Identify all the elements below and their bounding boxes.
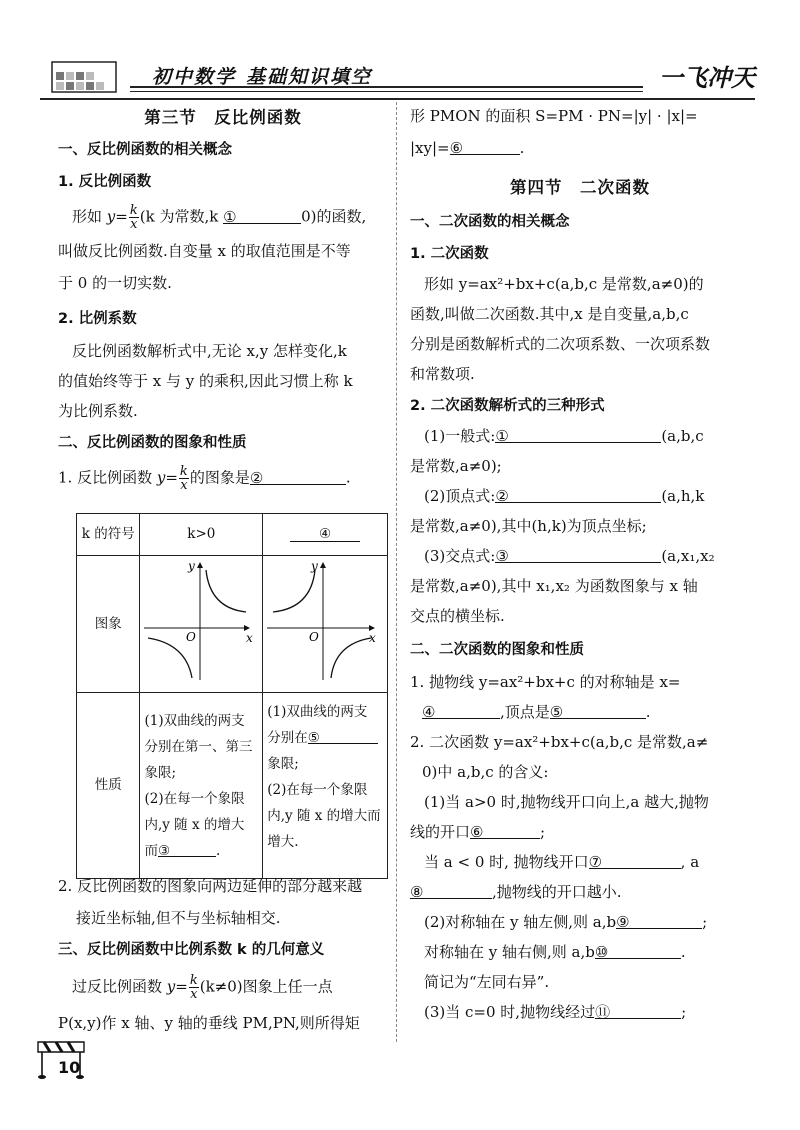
blank-q5[interactable] [550, 700, 646, 719]
text: (a,b,c [661, 427, 704, 445]
form1-line2: 是常数,a≠0); [410, 457, 502, 475]
form2-line1 [410, 484, 750, 508]
heading-inverse-graph: 二、反比例函数的图象和性质 [58, 435, 247, 451]
circled-number: ⑥ [449, 139, 464, 157]
prop-line: (1)双曲线的两支 [144, 712, 245, 729]
form3-line1 [410, 544, 750, 568]
blank-5[interactable] [308, 725, 378, 744]
fraction-k-over-x [179, 465, 189, 492]
text: 线的开口 [410, 823, 471, 841]
table-row [77, 693, 388, 879]
header-subject: 初中数学 [152, 66, 237, 88]
circled-number: ⑨ [616, 913, 630, 931]
numerator: k [129, 203, 138, 218]
prop-line: 内,y 随 x 的增大而 [267, 808, 381, 824]
blank-4[interactable] [290, 523, 360, 542]
blank-q9[interactable] [616, 910, 702, 929]
inverse-function-table [76, 513, 388, 879]
blank-q6[interactable] [470, 820, 540, 839]
text: ; [540, 823, 546, 841]
circled-number: ④ [319, 526, 332, 542]
coef-line2: 的值始终等于 x 与 y 的乘积,因此习惯上称 k [58, 372, 353, 390]
text: (k 为常数,k [139, 207, 224, 226]
fraction-k-over-x [189, 974, 199, 1001]
text: (a,h,k [661, 487, 705, 505]
circled-number: ② [249, 468, 264, 487]
table-cell-k-negative [263, 514, 388, 556]
heading-quadratic-concept: 一、二次函数的相关概念 [410, 214, 570, 230]
heading-inverse-concept: 一、反比例函数的相关概念 [58, 142, 232, 158]
equals: = [175, 977, 188, 996]
text: ,抛物线的开口越小. [492, 883, 622, 901]
prop-line: 象限; [144, 764, 177, 781]
fraction-k-over-x [129, 204, 139, 231]
prop2-line4 [410, 820, 750, 844]
circled-number: ④ [422, 703, 436, 721]
circled-number: ② [495, 487, 509, 505]
table-cell-property-negative [263, 693, 388, 879]
axis-origin-label: O [186, 630, 197, 644]
q-def-line4: 和常数项. [410, 365, 475, 383]
prop2-line2: 0)中 a,b,c 的含义: [422, 763, 549, 781]
text: (k≠0)图象上任一点 [199, 977, 333, 996]
table-row [77, 514, 388, 556]
text: (1)一般式: [424, 427, 496, 445]
header-rule [130, 86, 643, 92]
table-cell-graph-positive [140, 556, 263, 693]
form1-line1 [410, 424, 750, 448]
blank-6[interactable] [450, 136, 520, 155]
prop-line: (2)在每一个象限 [144, 790, 245, 807]
inverse-def-line3: 于 0 的一切实数. [58, 274, 172, 292]
prop-line-blank [144, 838, 258, 864]
table-cell-image-label: 图象 [77, 556, 140, 693]
section-title-quadratic: 第四节 二次函数 [510, 178, 650, 197]
section-title-inverse: 第三节 反比例函数 [144, 108, 302, 127]
blank-3[interactable] [158, 838, 216, 857]
text: 而 [144, 842, 158, 859]
prop2-line5 [410, 850, 750, 874]
equals: = [115, 207, 128, 226]
prop2-line1: 2. 二次函数 y=ax²+bx+c(a,b,c 是常数,a≠ [410, 733, 709, 751]
form3-line3: 交点的横坐标. [410, 607, 505, 625]
heading-quadratic-graph: 二、二次函数的图象和性质 [410, 642, 584, 658]
page-number: 10 [58, 1058, 81, 1077]
graph2-line1: 2. 反比例函数的图象向两边延伸的部分越来越 [58, 877, 363, 895]
circled-number: ① [495, 427, 509, 445]
graph-line1 [58, 465, 388, 492]
inverse-def-line2: 叫做反比例函数.自变量 x 的取值范围是不等 [58, 242, 351, 260]
circled-number: ⑧ [410, 883, 424, 901]
text: 分别在 [267, 730, 308, 746]
axis-x-label: x [246, 631, 254, 645]
blank-q4[interactable] [422, 700, 500, 719]
cont-line2 [410, 136, 750, 160]
coef-line1: 反比例函数解析式中,无论 x,y 怎样变化,k [72, 342, 347, 360]
prop2-line9: 简记为“左同右异”. [424, 973, 550, 991]
text: 1. 反比例函数 [58, 468, 157, 487]
cont-line1: 形 PMON 的面积 S=PM · PN=|y| · |x|= [410, 107, 698, 125]
circled-number: ⑩ [594, 943, 609, 961]
prop-line: 象限; [267, 756, 299, 772]
q-def-line1: 形如 y=ax²+bx+c(a,b,c 是常数,a≠0)的 [424, 275, 704, 293]
prop-line: 内,y 随 x 的增大 [144, 816, 245, 833]
blank-q2[interactable] [495, 484, 661, 503]
table-row [77, 556, 388, 693]
text: . [645, 703, 651, 721]
table-cell-graph-negative [263, 556, 388, 693]
column-divider [396, 102, 397, 1042]
circled-number: ⑤ [549, 703, 564, 721]
text: , a [680, 853, 700, 871]
book-logo-icon [50, 58, 120, 96]
var-y: y [166, 977, 176, 996]
text: 的图象是 [189, 468, 250, 487]
heading-three-forms: 2. 二次函数解析式的三种形式 [410, 398, 605, 414]
circled-number: ⑥ [470, 823, 484, 841]
circled-number: ⑤ [307, 730, 320, 746]
form2-line2: 是常数,a≠0),其中(h,k)为顶点坐标; [410, 517, 647, 535]
blank-2[interactable] [250, 466, 346, 485]
text: (2)顶点式: [424, 487, 496, 505]
text: (2)对称轴在 y 轴左侧,则 a,b [424, 913, 617, 931]
table-cell-k-positive: k>0 [140, 514, 263, 556]
prop-line: 分别在第一、第三 [144, 738, 253, 755]
graph2-line2: 接近坐标轴,但不与坐标轴相交. [76, 909, 281, 927]
header-underline [40, 98, 755, 100]
hyperbola-negative-graph [263, 556, 380, 684]
denominator: x [130, 217, 138, 232]
prop1-line2 [410, 700, 750, 724]
axis-y-label: y [311, 559, 318, 573]
prop-line: (1)双曲线的两支 [267, 704, 368, 720]
prop-line-blank [267, 725, 383, 751]
prop2-line6 [410, 880, 750, 904]
text: (a,x₁,x₂ [661, 547, 715, 565]
numerator: k [189, 973, 198, 988]
blank-q7[interactable] [589, 850, 681, 869]
circled-number: ① [223, 207, 237, 226]
geo-line1 [58, 974, 388, 1001]
form3-line2: 是常数,a≠0),其中 x₁,x₂ 为函数图象与 x 轴 [410, 577, 698, 595]
text: (3)交点式: [424, 547, 496, 565]
q-def-line3: 分别是函数解析式的二次项系数、一次项系数 [410, 335, 711, 353]
coef-line3: 为比例系数. [58, 402, 138, 420]
text: ; [681, 1003, 687, 1021]
heading-geometric-meaning: 三、反比例函数中比例系数 k 的几何意义 [58, 942, 325, 958]
prop2-line8 [410, 940, 750, 964]
circled-number: ③ [495, 547, 509, 565]
prop2-line3: (1)当 a>0 时,抛物线开口向上,a 越大,抛物 [424, 793, 709, 811]
prop-line: 增大. [267, 834, 299, 850]
circled-number: ③ [157, 842, 171, 859]
text: . [345, 468, 351, 487]
text: 0)的函数, [301, 207, 367, 226]
table-cell-property-label: 性质 [77, 693, 140, 879]
equals: = [165, 468, 178, 487]
left-column-lower [58, 874, 388, 1035]
text: . [519, 139, 525, 157]
prop-line: (2)在每一个象限 [267, 782, 368, 798]
heading-quadratic-def: 1. 二次函数 [410, 246, 489, 262]
numerator: k [179, 464, 188, 479]
blank-1[interactable] [223, 205, 301, 224]
denominator: x [180, 478, 188, 493]
hyperbola-positive-graph [140, 556, 255, 684]
header-brand: 一飞冲天 [659, 64, 755, 92]
axis-origin-label: O [309, 630, 320, 644]
page-header [40, 58, 755, 100]
circled-number: ⑪ [595, 1003, 611, 1021]
inverse-def-line1 [58, 204, 388, 231]
blank-q1[interactable] [495, 424, 661, 443]
heading-coefficient: 2. 比例系数 [58, 311, 137, 327]
text: ; [702, 913, 708, 931]
axis-x-label: x [369, 631, 376, 645]
text: . [215, 842, 221, 859]
prop2-line10 [410, 1000, 750, 1024]
geo-line2: P(x,y)作 x 轴、y 轴的垂线 PM,PN,则所得矩 [58, 1014, 360, 1032]
left-column [58, 104, 388, 492]
right-column [410, 104, 750, 1024]
blank-q3[interactable] [495, 544, 661, 563]
denominator: x [190, 987, 198, 1002]
text: ,顶点是 [500, 703, 550, 721]
var-y: y [156, 468, 166, 487]
axis-y-label: y [188, 559, 196, 573]
text: . [680, 943, 686, 961]
text: 过反比例函数 [72, 977, 167, 996]
blank-q8[interactable] [410, 880, 492, 899]
blank-q10[interactable] [595, 940, 681, 959]
header-title: 基础知识填空 [246, 66, 373, 88]
heading-inverse-def: 1. 反比例函数 [58, 174, 152, 190]
circled-number: ⑦ [588, 853, 603, 871]
table-cell-k-sign: k 的符号 [77, 514, 140, 556]
q-def-line2: 函数,叫做二次函数.其中,x 是自变量,a,b,c [410, 305, 689, 323]
text: 当 a < 0 时, 抛物线开口 [424, 853, 589, 871]
text: |xy|= [410, 139, 450, 157]
text: (3)当 c=0 时,抛物线经过 [424, 1003, 596, 1021]
prop1-line1: 1. 抛物线 y=ax²+bx+c 的对称轴是 x= [410, 673, 681, 691]
text: 对称轴在 y 轴右侧,则 a,b [424, 943, 595, 961]
text: 形如 [72, 207, 107, 226]
prop2-line7 [410, 910, 750, 934]
table-cell-property-positive [140, 693, 263, 879]
var-y: y [106, 207, 116, 226]
blank-q11[interactable] [595, 1000, 681, 1019]
